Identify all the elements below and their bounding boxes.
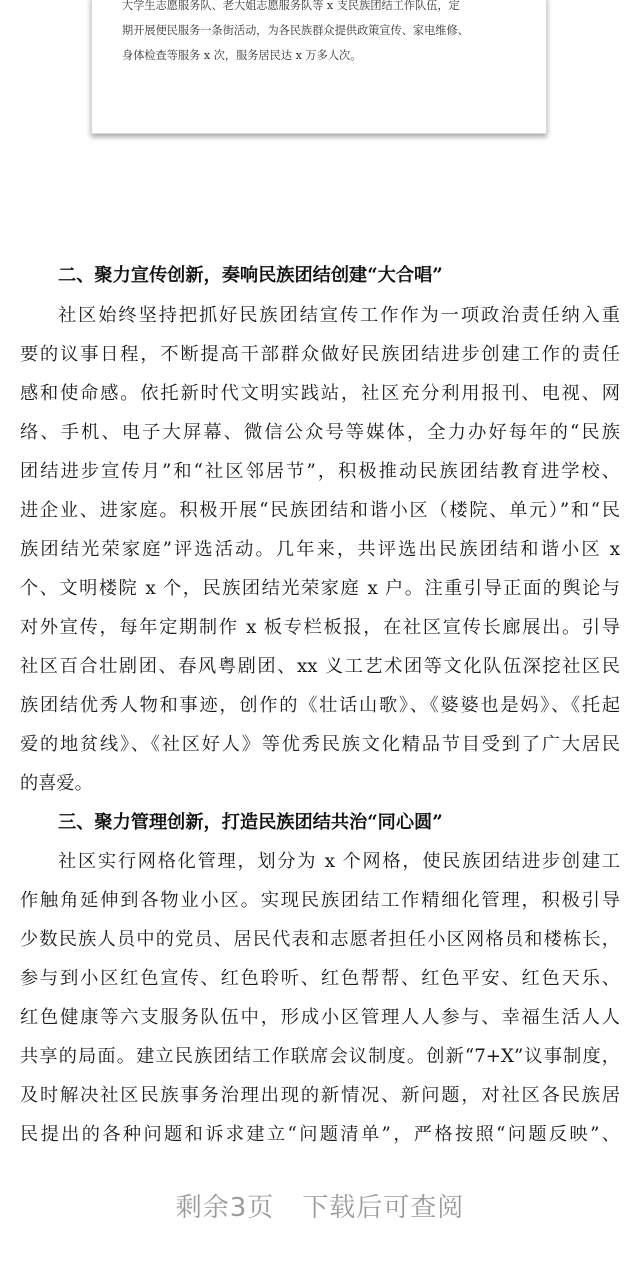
section-heading: 二、聚力宣传创新，奏响民族团结创建“大合唱” (58, 265, 443, 286)
paragraph-line: 共享的局面。建立民族团结工作联席会议制度。创新“7+X”议事制度， (20, 1046, 620, 1067)
card-line: 期开展便民服务一条街活动，为各民族群众提供政策宣传、家电维修、 (122, 24, 469, 37)
paragraph-line: 对外宣传，每年定期制作 x 板专栏板报，在社区宣传长廊展出。引导 (20, 617, 620, 638)
section-heading: 三、聚力管理创新，打造民族团结共治“同心圆” (58, 812, 443, 833)
paragraph-line: 个、文明楼院 x 个，民族团结光荣家庭 x 户。注重引导正面的舆论与 (20, 578, 620, 599)
paragraph-line: 族团结优秀人物和事迹，创作的《壮话山歌》、《婆婆也是妈》、《托起 (20, 695, 620, 716)
download-prompt[interactable] (0, 1188, 640, 1228)
paragraph-line: 感和使命感。依托新时代文明实践站，社区充分利用报刊、电视、网 (20, 383, 620, 404)
paragraph-line: 进企业、进家庭。积极开展“民族团结和谐小区（楼院、单元）”和“民 (20, 500, 620, 521)
paragraph-line: 红色健康等六支服务队伍中，形成小区管理人人参与、幸福生活人人 (20, 1007, 620, 1028)
paragraph-line: 团结进步宣传月”和“社区邻居节”，积极推动民族团结教育进学校、 (20, 461, 620, 482)
paragraph-line: 社区百合壮剧团、春风粤剧团、xx 义工艺术团等文化队伍深挖社区民 (20, 656, 620, 677)
paragraph-line: 社区实行网格化管理，划分为 x 个网格，使民族团结进步创建工 (58, 851, 620, 872)
paragraph-line: 及时解决社区民族事务治理出现的新情况、新问题，对社区各民族居 (20, 1085, 620, 1106)
excerpt-card (91, 0, 547, 134)
paragraph-line: 要的议事日程，不断提高干部群众做好民族团结进步创建工作的责任 (20, 344, 620, 365)
card-line: 大学生志愿服务队、老大姐志愿服务队等 x 支民族团结工作队伍，定 (122, 0, 460, 12)
card-line: 身体检查等服务 x 次，服务居民达 x 万多人次。 (122, 49, 362, 62)
paragraph-line: 族团结光荣家庭”评选活动。几年来，共评选出民族团结和谐小区 x (20, 539, 620, 560)
remaining-pages-text[interactable]: 剩余3页 (175, 1193, 275, 1223)
paragraph-line: 参与到小区红色宣传、红色聆听、红色帮帮、红色平安、红色天乐、 (20, 968, 620, 989)
paragraph-line: 民提出的各种问题和诉求建立“问题清单”，严格按照“问题反映”、 (20, 1124, 620, 1145)
paragraph-line: 少数民族人员中的党员、居民代表和志愿者担任小区网格员和楼栋长， (20, 929, 620, 950)
paragraph-line: 作触角延伸到各物业小区。实现民族团结工作精细化管理，积极引导 (20, 890, 620, 911)
paragraph-line: 社区始终坚持把抓好民族团结宣传工作作为一项政治责任纳入重 (58, 305, 620, 326)
paragraph-line: 爱的地贫线》、《社区好人》等优秀民族文化精品节目受到了广大居民 (20, 734, 620, 755)
paragraph-line: 络、手机、电子大屏幕、微信公众号等媒体，全力办好每年的“民族 (20, 422, 620, 443)
download-to-view-text[interactable]: 下载后可查阅 (302, 1193, 465, 1223)
paragraph-line: 的喜爱。 (20, 773, 93, 794)
